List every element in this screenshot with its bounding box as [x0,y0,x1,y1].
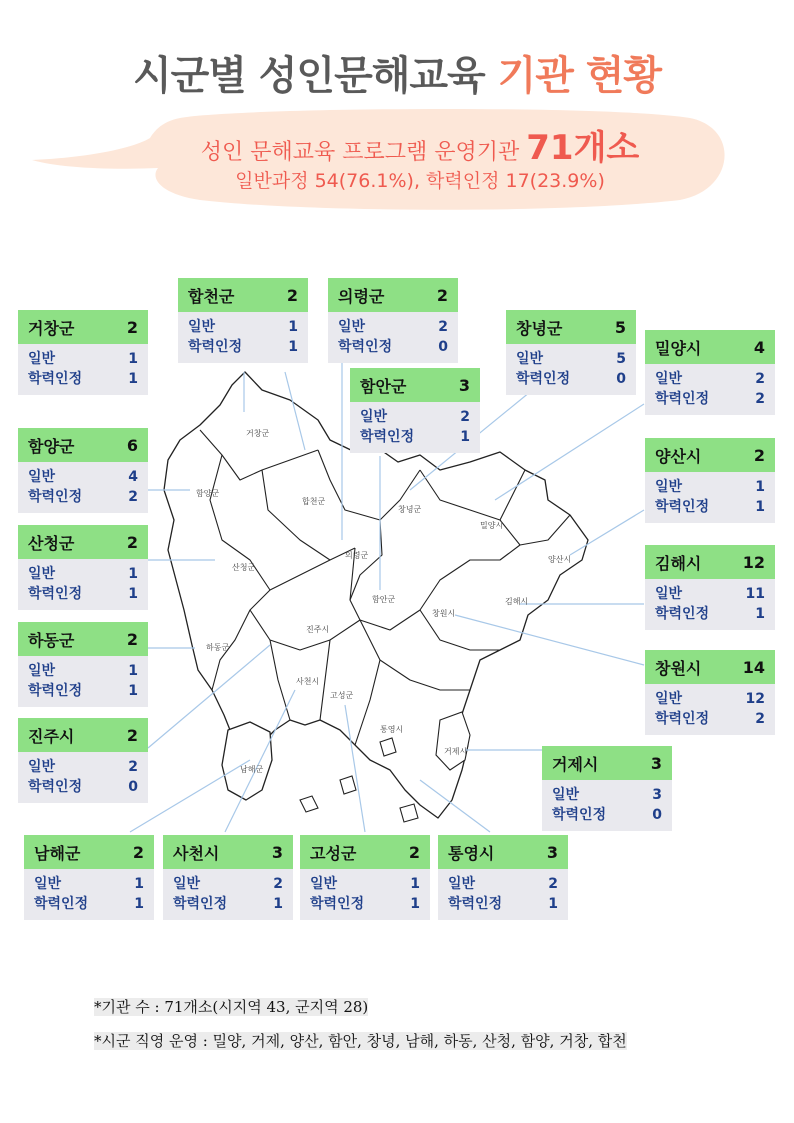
region-card-header [645,650,775,684]
general-label: 일반 [28,663,56,679]
general-row [28,467,138,487]
accredited-value: 1 [128,683,138,699]
accredited-value: 1 [410,896,420,912]
general-row [188,317,298,337]
title-part2: 기관 현황 [497,53,662,99]
accredited-value: 1 [128,586,138,602]
accredited-row [28,369,138,389]
region-card [542,746,672,831]
accredited-label: 학력인정 [28,779,83,795]
general-label: 일반 [188,319,216,335]
region-total: 2 [286,285,298,305]
general-row [655,689,765,709]
region-name: 창녕군 [516,318,563,338]
accredited-label: 학력인정 [173,896,228,912]
general-value: 5 [616,351,626,367]
region-total: 12 [742,552,765,572]
accredited-label: 학력인정 [655,711,710,727]
region-total: 2 [408,842,420,862]
region-card [18,718,148,803]
region-total: 2 [436,285,448,305]
general-label: 일반 [28,566,56,582]
general-label: 일반 [552,787,580,803]
region-card [438,835,568,920]
region-card [350,368,480,453]
region-card-header [645,545,775,579]
map-label: 창녕군 [398,505,422,514]
map-label: 밀양시 [480,521,504,530]
region-card-header [18,428,148,462]
general-row [28,349,138,369]
region-card-header [438,835,568,869]
region-card-body [18,344,148,395]
region-card [18,525,148,610]
region-card-body [645,684,775,735]
region-name: 하동군 [28,630,75,650]
general-value: 11 [745,586,765,602]
title-part1: 시군별 성인문해교육 [132,53,485,99]
general-row [34,874,144,894]
accredited-label: 학력인정 [28,683,83,699]
summary-prefix: 성인 문해교육 프로그램 운영기관 [200,140,520,165]
general-label: 일반 [28,759,56,775]
accredited-value: 0 [128,779,138,795]
region-card-header [645,438,775,472]
map-label: 함양군 [196,489,220,498]
region-total: 2 [126,532,138,552]
map-label: 창원시 [432,609,456,618]
summary-count: 71개소 [526,128,640,168]
map-label: 김해시 [505,597,529,606]
general-row [552,785,662,805]
general-label: 일반 [448,876,476,892]
region-total: 2 [753,445,765,465]
map-label: 거제시 [444,747,468,756]
map-label: 합천군 [302,497,326,506]
region-card-body [18,462,148,513]
accredited-row [28,681,138,701]
region-card [645,330,775,415]
map-label: 산청군 [232,563,256,572]
region-total: 4 [753,337,765,357]
general-row [516,349,626,369]
general-value: 1 [128,351,138,367]
region-total: 5 [614,317,626,337]
accredited-label: 학력인정 [28,371,83,387]
region-total: 3 [458,375,470,395]
map-label: 통영시 [380,725,404,734]
general-label: 일반 [516,351,544,367]
general-row [173,874,283,894]
general-value: 1 [288,319,298,335]
accredited-row [655,604,765,624]
accredited-value: 1 [273,896,283,912]
general-label: 일반 [655,371,683,387]
accredited-value: 1 [288,339,298,355]
note-1-text: *기관 수 : 71개소(시지역 43, 군지역 28) [94,998,369,1016]
accredited-value: 1 [134,896,144,912]
region-card [24,835,154,920]
region-card-header [18,310,148,344]
general-row [655,369,765,389]
note-2 [94,1030,627,1051]
region-card-header [178,278,308,312]
accredited-row [655,497,765,517]
region-name: 함안군 [360,376,407,396]
accredited-value: 1 [755,499,765,515]
general-value: 2 [755,371,765,387]
accredited-label: 학력인정 [552,807,607,823]
accredited-label: 학력인정 [34,896,89,912]
region-name: 거제시 [552,754,599,774]
map-label: 거창군 [246,429,270,438]
general-label: 일반 [655,586,683,602]
general-value: 12 [745,691,765,707]
map-label: 고성군 [330,691,354,700]
accredited-label: 학력인정 [188,339,243,355]
accredited-row [338,337,448,357]
accredited-label: 학력인정 [655,391,710,407]
map-label: 남해군 [240,765,264,774]
region-card-header [645,330,775,364]
region-card-body [300,869,430,920]
general-label: 일반 [360,409,388,425]
region-card-header [328,278,458,312]
region-card [18,428,148,513]
accredited-value: 1 [128,371,138,387]
region-card-body [18,559,148,610]
region-card-body [645,472,775,523]
accredited-row [173,894,283,914]
region-card [506,310,636,395]
region-card [178,278,308,363]
accredited-row [34,894,144,914]
region-name: 함양군 [28,436,75,456]
region-card [18,622,148,707]
region-card-body [645,364,775,415]
islet-3 [400,804,418,822]
accredited-label: 학력인정 [338,339,393,355]
accredited-value: 1 [460,429,470,445]
general-label: 일반 [28,351,56,367]
leader-namhae [130,760,250,832]
accredited-row [28,777,138,797]
accredited-label: 학력인정 [360,429,415,445]
region-card-header [24,835,154,869]
region-card [163,835,293,920]
general-label: 일반 [338,319,366,335]
region-name: 양산시 [655,446,702,466]
general-value: 1 [128,566,138,582]
accredited-row [655,389,765,409]
map-label: 의령군 [345,551,369,560]
note-1 [94,996,368,1017]
accredited-value: 2 [755,711,765,727]
region-card-body [438,869,568,920]
accredited-row [28,487,138,507]
islet-2 [340,776,356,794]
general-value: 4 [128,469,138,485]
region-name: 사천시 [173,843,220,863]
region-name: 의령군 [338,286,385,306]
note-2-text: *시군 직영 운영 : 밀양, 거제, 양산, 함안, 창녕, 남해, 하동, 산청, 함양, 거창, 합천 [94,1032,627,1050]
region-total: 6 [126,435,138,455]
general-label: 일반 [655,479,683,495]
accredited-label: 학력인정 [448,896,503,912]
general-value: 2 [273,876,283,892]
region-name: 남해군 [34,843,81,863]
general-value: 1 [410,876,420,892]
region-card-header [300,835,430,869]
accredited-row [448,894,558,914]
accredited-value: 0 [438,339,448,355]
accredited-value: 0 [616,371,626,387]
accredited-value: 1 [755,606,765,622]
region-card-header [542,746,672,780]
accredited-row [188,337,298,357]
region-total: 2 [132,842,144,862]
region-card-body [24,869,154,920]
accredited-row [28,584,138,604]
accredited-value: 2 [755,391,765,407]
accredited-row [655,709,765,729]
accredited-label: 학력인정 [28,586,83,602]
map-label: 하동군 [206,643,230,652]
region-card [328,278,458,363]
general-label: 일반 [28,469,56,485]
map-label: 진주시 [306,625,330,634]
accredited-label: 학력인정 [28,489,83,505]
leader-miryang [495,404,644,500]
general-value: 2 [460,409,470,425]
general-row [655,584,765,604]
region-name: 밀양시 [655,338,702,358]
region-card-body [645,579,775,630]
region-name: 김해시 [655,553,702,573]
region-card [18,310,148,395]
region-name: 산청군 [28,533,75,553]
accredited-label: 학력인정 [516,371,571,387]
summary-line2: 일반과정 54(76.1%), 학력인정 17(23.9%) [235,170,605,192]
general-label: 일반 [173,876,201,892]
region-card-header [163,835,293,869]
general-row [28,661,138,681]
region-card-header [506,310,636,344]
accredited-row [552,805,662,825]
region-name: 통영시 [448,843,495,863]
general-row [310,874,420,894]
map-label: 함안군 [372,595,396,604]
region-name: 고성군 [310,843,357,863]
region-name: 창원시 [655,658,702,678]
region-card-header [350,368,480,402]
region-card-body [350,402,480,453]
region-card-body [18,656,148,707]
accredited-value: 2 [128,489,138,505]
region-card-body [178,312,308,363]
region-total: 3 [271,842,283,862]
region-name: 합천군 [188,286,235,306]
general-label: 일반 [310,876,338,892]
region-total: 3 [546,842,558,862]
accredited-label: 학력인정 [655,606,710,622]
general-value: 1 [134,876,144,892]
accredited-label: 학력인정 [310,896,365,912]
region-card-header [18,525,148,559]
region-name: 진주시 [28,726,75,746]
general-value: 3 [652,787,662,803]
accredited-row [310,894,420,914]
region-card-body [506,344,636,395]
region-card [300,835,430,920]
general-value: 2 [128,759,138,775]
region-card-body [328,312,458,363]
region-card [645,545,775,630]
region-card-header [18,718,148,752]
accredited-row [516,369,626,389]
general-row [338,317,448,337]
map-label: 양산시 [548,555,572,564]
general-row [655,477,765,497]
region-name: 거창군 [28,318,75,338]
accredited-label: 학력인정 [655,499,710,515]
region-total: 14 [742,657,765,677]
accredited-row [360,427,470,447]
region-card-body [163,869,293,920]
general-label: 일반 [655,691,683,707]
region-total: 2 [126,629,138,649]
general-label: 일반 [34,876,62,892]
general-row [448,874,558,894]
accredited-value: 0 [652,807,662,823]
region-card-body [542,780,672,831]
islet-1 [300,796,318,812]
region-total: 2 [126,317,138,337]
general-row [28,564,138,584]
general-row [360,407,470,427]
general-value: 1 [128,663,138,679]
region-card [645,650,775,735]
region-card-body [18,752,148,803]
accredited-value: 1 [548,896,558,912]
general-value: 2 [548,876,558,892]
region-total: 3 [650,753,662,773]
region-card [645,438,775,523]
region-total: 2 [126,725,138,745]
general-row [28,757,138,777]
general-value: 2 [438,319,448,335]
map-label: 사천시 [296,677,320,686]
region-card-header [18,622,148,656]
general-value: 1 [755,479,765,495]
